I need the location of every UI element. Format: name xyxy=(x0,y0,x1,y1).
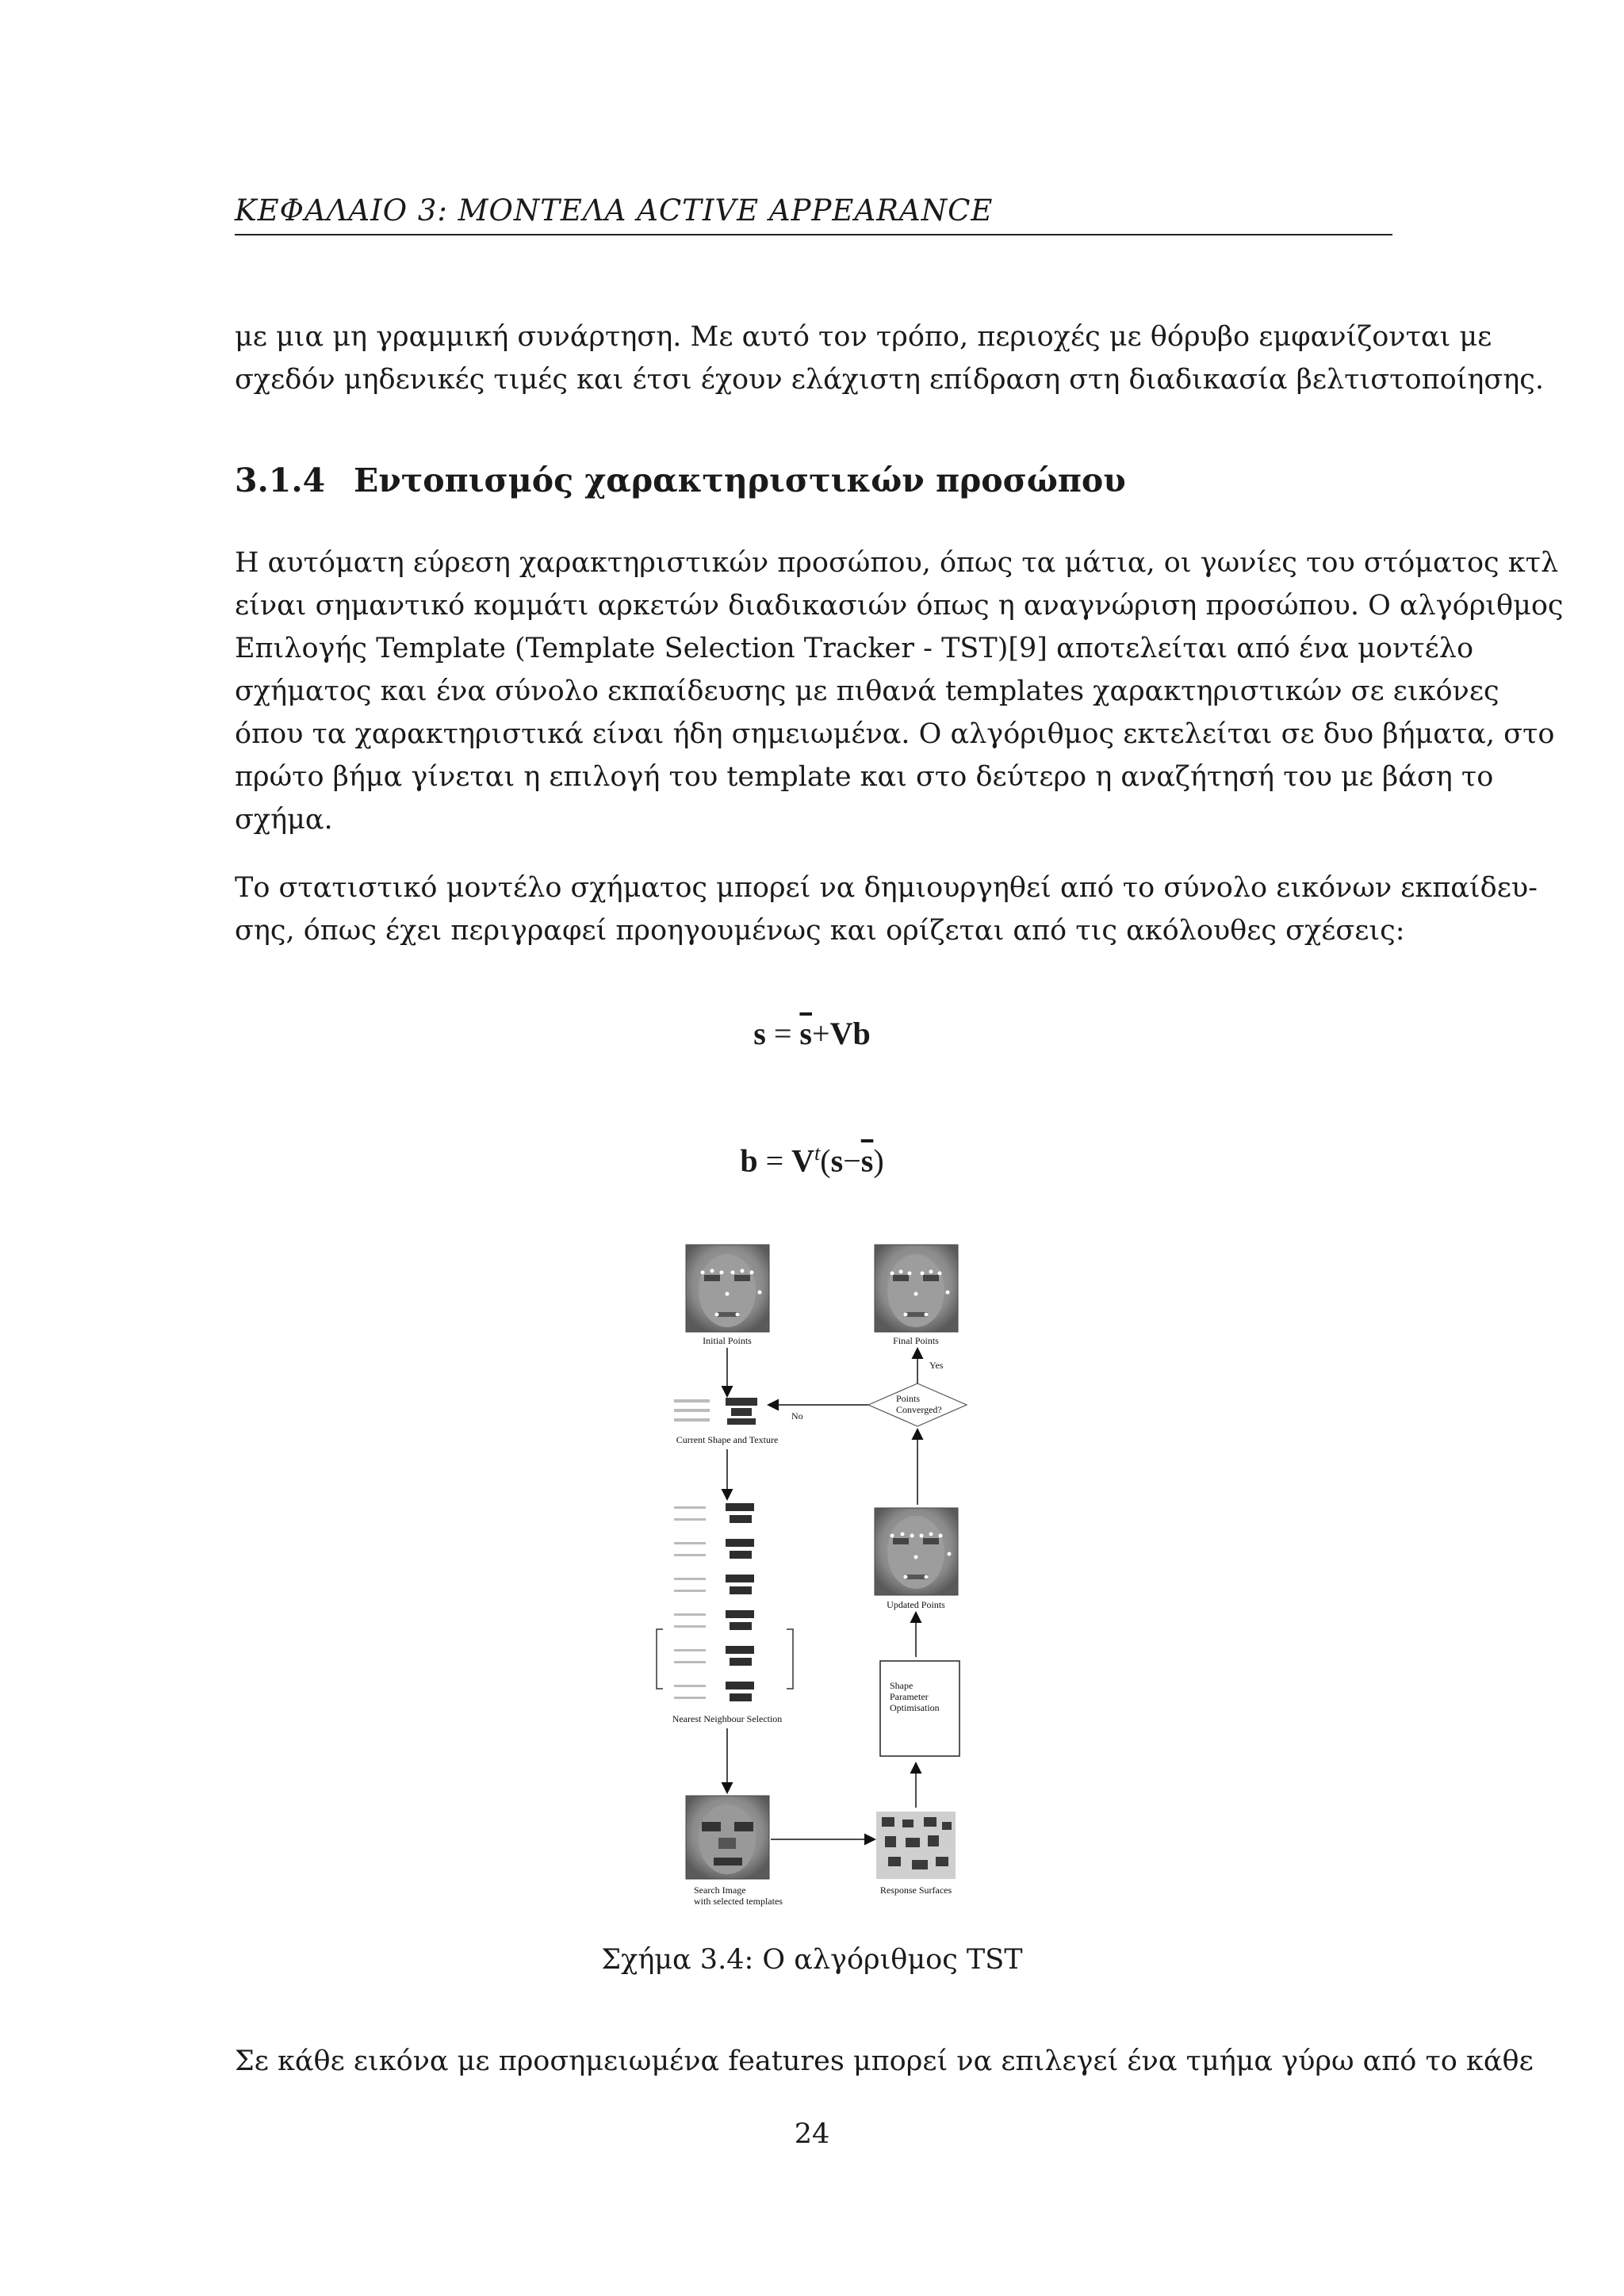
eq-symbol: $\overline{s}$ xyxy=(860,1142,874,1179)
label-selected-templates: with selected templates xyxy=(694,1896,783,1907)
eq-symbol: = xyxy=(773,1016,792,1051)
paragraph-2 xyxy=(235,867,1538,952)
label-points: Points xyxy=(896,1393,921,1404)
closing-paragraph xyxy=(235,2040,1534,2083)
eq-symbol: ( xyxy=(820,1142,831,1179)
label-final-points: Final Points xyxy=(893,1335,939,1346)
search-image-face xyxy=(686,1796,769,1879)
text-line: με μια μη γραμμική συνάρτηση. Με αυτό τον τρόπο, περιοχές με θόρυβο εμφανίζονται με xyxy=(235,321,1492,353)
face-image-final xyxy=(875,1245,958,1332)
eq-symbol: V xyxy=(791,1142,815,1179)
current-shape-texture-image xyxy=(674,1398,757,1425)
text-line: σχήμα. xyxy=(235,804,333,836)
text-line: είναι σημαντικό κομμάτι αρκετών διαδικασιών όπως η αναγνώριση προσώπου. Ο αλγόριθμος xyxy=(235,590,1564,622)
response-surfaces-image xyxy=(876,1812,956,1879)
section-number: 3.1.4 xyxy=(235,461,326,499)
face-image-initial xyxy=(686,1245,769,1332)
eq-symbol: ) xyxy=(873,1142,884,1179)
text-line: Η αυτόματη εύρεση χαρακτηριστικών προσώπου, όπως τα μάτια, οι γωνίες του στόματος κτλ xyxy=(235,547,1559,579)
eq-symbol: + xyxy=(812,1016,830,1051)
template-stack-image xyxy=(657,1503,793,1701)
label-converged: Converged? xyxy=(896,1404,942,1415)
section-title: Εντοπισμός χαρακτηριστικών προσώπου xyxy=(354,461,1126,499)
running-header: ΚΕΦΑΛΑΙΟ 3: ΜΟΝΤΕΛΑ ACTIVE APPEARANCE xyxy=(235,193,1392,235)
eq-symbol: − xyxy=(843,1142,861,1179)
page-number: 24 xyxy=(794,2118,830,2150)
text-line: όπου τα χαρακτηριστικά είναι ήδη σημειωμένα. Ο αλγόριθμος εκτελείται σε δυο βήματα, στο xyxy=(235,718,1555,750)
eq-symbol: s xyxy=(753,1016,766,1051)
label-parameter: Parameter xyxy=(890,1691,929,1702)
text-line: σης, όπως έχει περιγραφεί προηγουμένως και ορίζεται από τις ακόλουθες σχέσεις: xyxy=(235,915,1405,947)
text-line: πρώτο βήμα γίνεται η επιλογή του template και στο δεύτερο η αναζήτησή του με βάση το xyxy=(235,761,1494,793)
label-shape: Shape xyxy=(890,1680,914,1691)
text-line: Το στατιστικό μοντέλο σχήματος μπορεί να δημιουργηθεί από το σύνολο εικόνων εκπαίδευ- xyxy=(235,872,1538,904)
label-yes: Yes xyxy=(929,1360,944,1371)
tst-flowchart-figure xyxy=(650,1237,983,1911)
label-response-surfaces: Response Surfaces xyxy=(879,1885,952,1896)
equation-1 xyxy=(0,1015,1624,1052)
text-line: σχεδόν μηδενικές τιμές και έτσι έχουν ελάχιστη επίδραση στη διαδικασία βελτιστοποίησης. xyxy=(235,364,1544,396)
intro-paragraph xyxy=(235,316,1544,401)
label-no: No xyxy=(791,1410,803,1422)
label-initial-points: Initial Points xyxy=(703,1335,752,1346)
text-line: Επιλογής Template (Template Selection Tracker - TST)[9] αποτελείται από ένα μοντέλο xyxy=(235,633,1474,664)
face-image-updated xyxy=(875,1508,958,1595)
eq-symbol: Vb xyxy=(829,1016,871,1051)
figure-caption: Σχήμα 3.4: Ο αλγόριθμος TST xyxy=(601,1944,1023,1976)
eq-symbol: $\overline{s}$ xyxy=(799,1016,812,1051)
text-line: Σε κάθε εικόνα με προσημειωμένα features μπορεί να επιλεγεί ένα τμήμα γύρω από το κάθε xyxy=(235,2045,1534,2077)
eq-symbol: s xyxy=(830,1142,844,1179)
label-updated-points: Updated Points xyxy=(887,1599,945,1610)
label-optimisation: Optimisation xyxy=(890,1702,940,1713)
label-current-shape: Current Shape and Texture xyxy=(676,1434,779,1445)
eq-symbol: t xyxy=(814,1142,821,1165)
label-nearest-neighbour: Nearest Neighbour Selection xyxy=(672,1713,783,1724)
eq-symbol: b xyxy=(740,1142,758,1179)
equation-2 xyxy=(0,1142,1624,1179)
section-heading xyxy=(235,461,1126,499)
text-line: σχήματος και ένα σύνολο εκπαίδευσης με πιθανά templates χαρακτηριστικών σε εικόνες xyxy=(235,675,1500,707)
paragraph-1 xyxy=(235,541,1564,841)
flowchart-svg xyxy=(650,1237,983,1911)
label-search-image: Search Image xyxy=(694,1885,746,1896)
eq-symbol: = xyxy=(765,1142,784,1179)
